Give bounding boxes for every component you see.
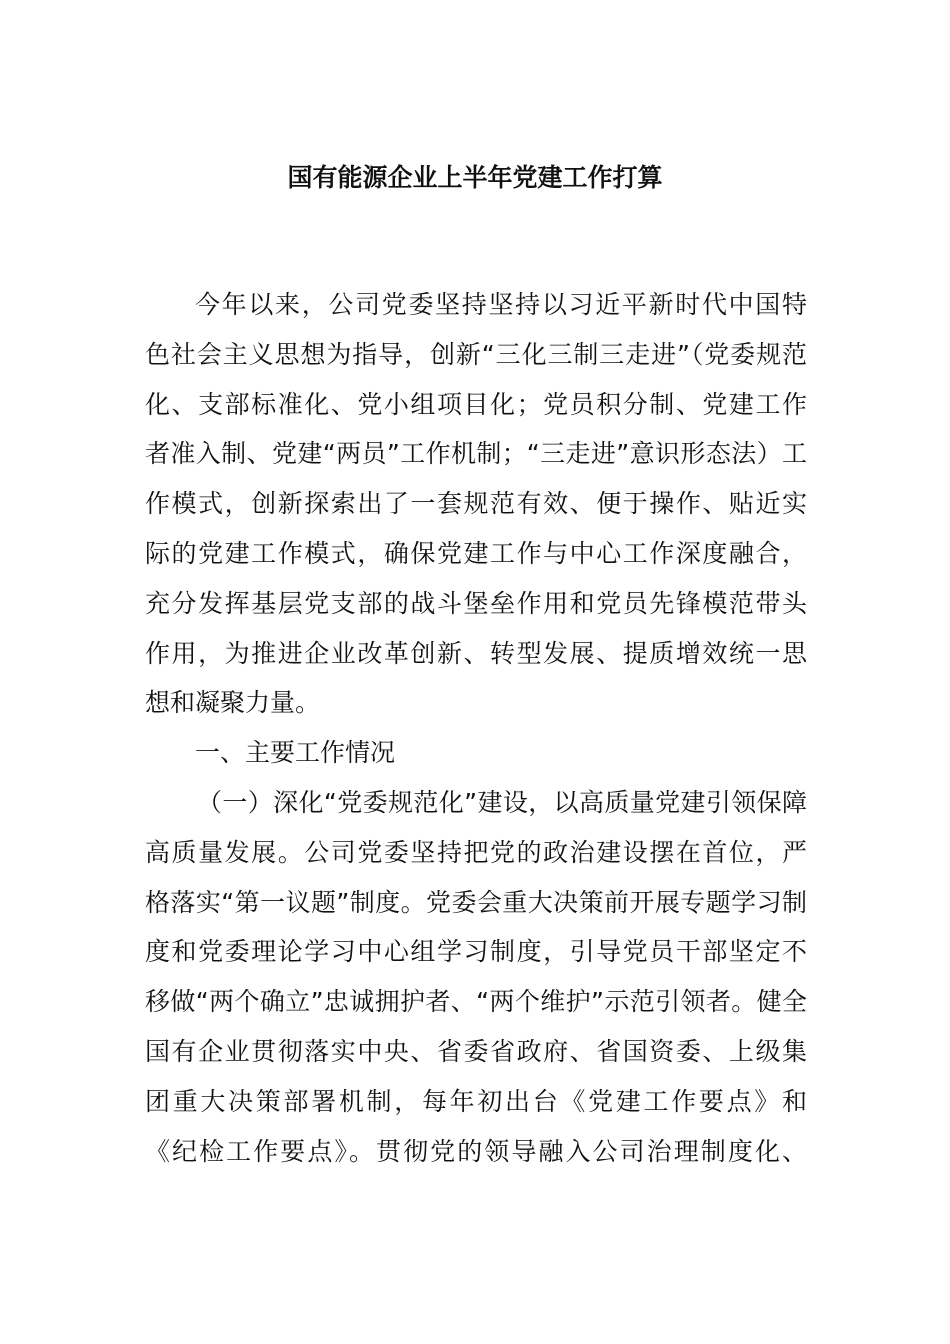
paragraph-section-one	[145, 778, 807, 1176]
paragraph-intro	[145, 280, 807, 728]
text-line: 团重大决策部署机制，每年初出台《党建工作要点》和	[145, 1086, 807, 1116]
text-line: 作模式，创新探索出了一套规范有效、便于操作、贴近实	[145, 489, 807, 519]
text-line: 国有企业贯彻落实中央、省委省政府、省国资委、上级集	[145, 1036, 807, 1066]
text-line: 高质量发展。公司党委坚持把党的政治建设摆在首位，严	[145, 837, 807, 867]
text-line: 度和党委理论学习中心组学习制度，引导党员干部坚定不	[145, 937, 807, 967]
text-line: 化、支部标准化、党小组项目化；党员积分制、党建工作	[145, 389, 807, 419]
text-line: （一）深化“党委规范化”建设，以高质量党建引领保障	[197, 787, 807, 817]
text-line: 际的党建工作模式，确保党建工作与中心工作深度融合，	[145, 538, 807, 568]
text-line: 者准入制、党建“两员”工作机制；“三走进”意识形态法）工	[145, 439, 807, 469]
text-line: 充分发挥基层党支部的战斗堡垒作用和党员先锋模范带头	[145, 588, 807, 618]
text-line: 格落实“第一议题”制度。党委会重大决策前开展专题学习制	[145, 887, 807, 917]
text-line: 移做“两个确立”忠诚拥护者、“两个维护”示范引领者。健全	[145, 987, 807, 1017]
text-line: 作用，为推进企业改革创新、转型发展、提质增效统一思	[145, 638, 807, 668]
section-heading-text: 一、主要工作情况	[195, 738, 396, 768]
document-body	[145, 280, 807, 1176]
text-line: 《纪检工作要点》。贯彻党的领导融入公司治理制度化、	[145, 1136, 807, 1166]
section-heading	[145, 728, 807, 778]
text-line: 今年以来，公司党委坚持坚持以习近平新时代中国特	[195, 290, 807, 319]
text-line: 想和凝聚力量。	[145, 688, 321, 718]
document-title: 国有能源企业上半年党建工作打算	[287, 163, 663, 192]
text-line: 色社会主义思想为指导，创新“三化三制三走进”（党委规范	[145, 339, 807, 369]
